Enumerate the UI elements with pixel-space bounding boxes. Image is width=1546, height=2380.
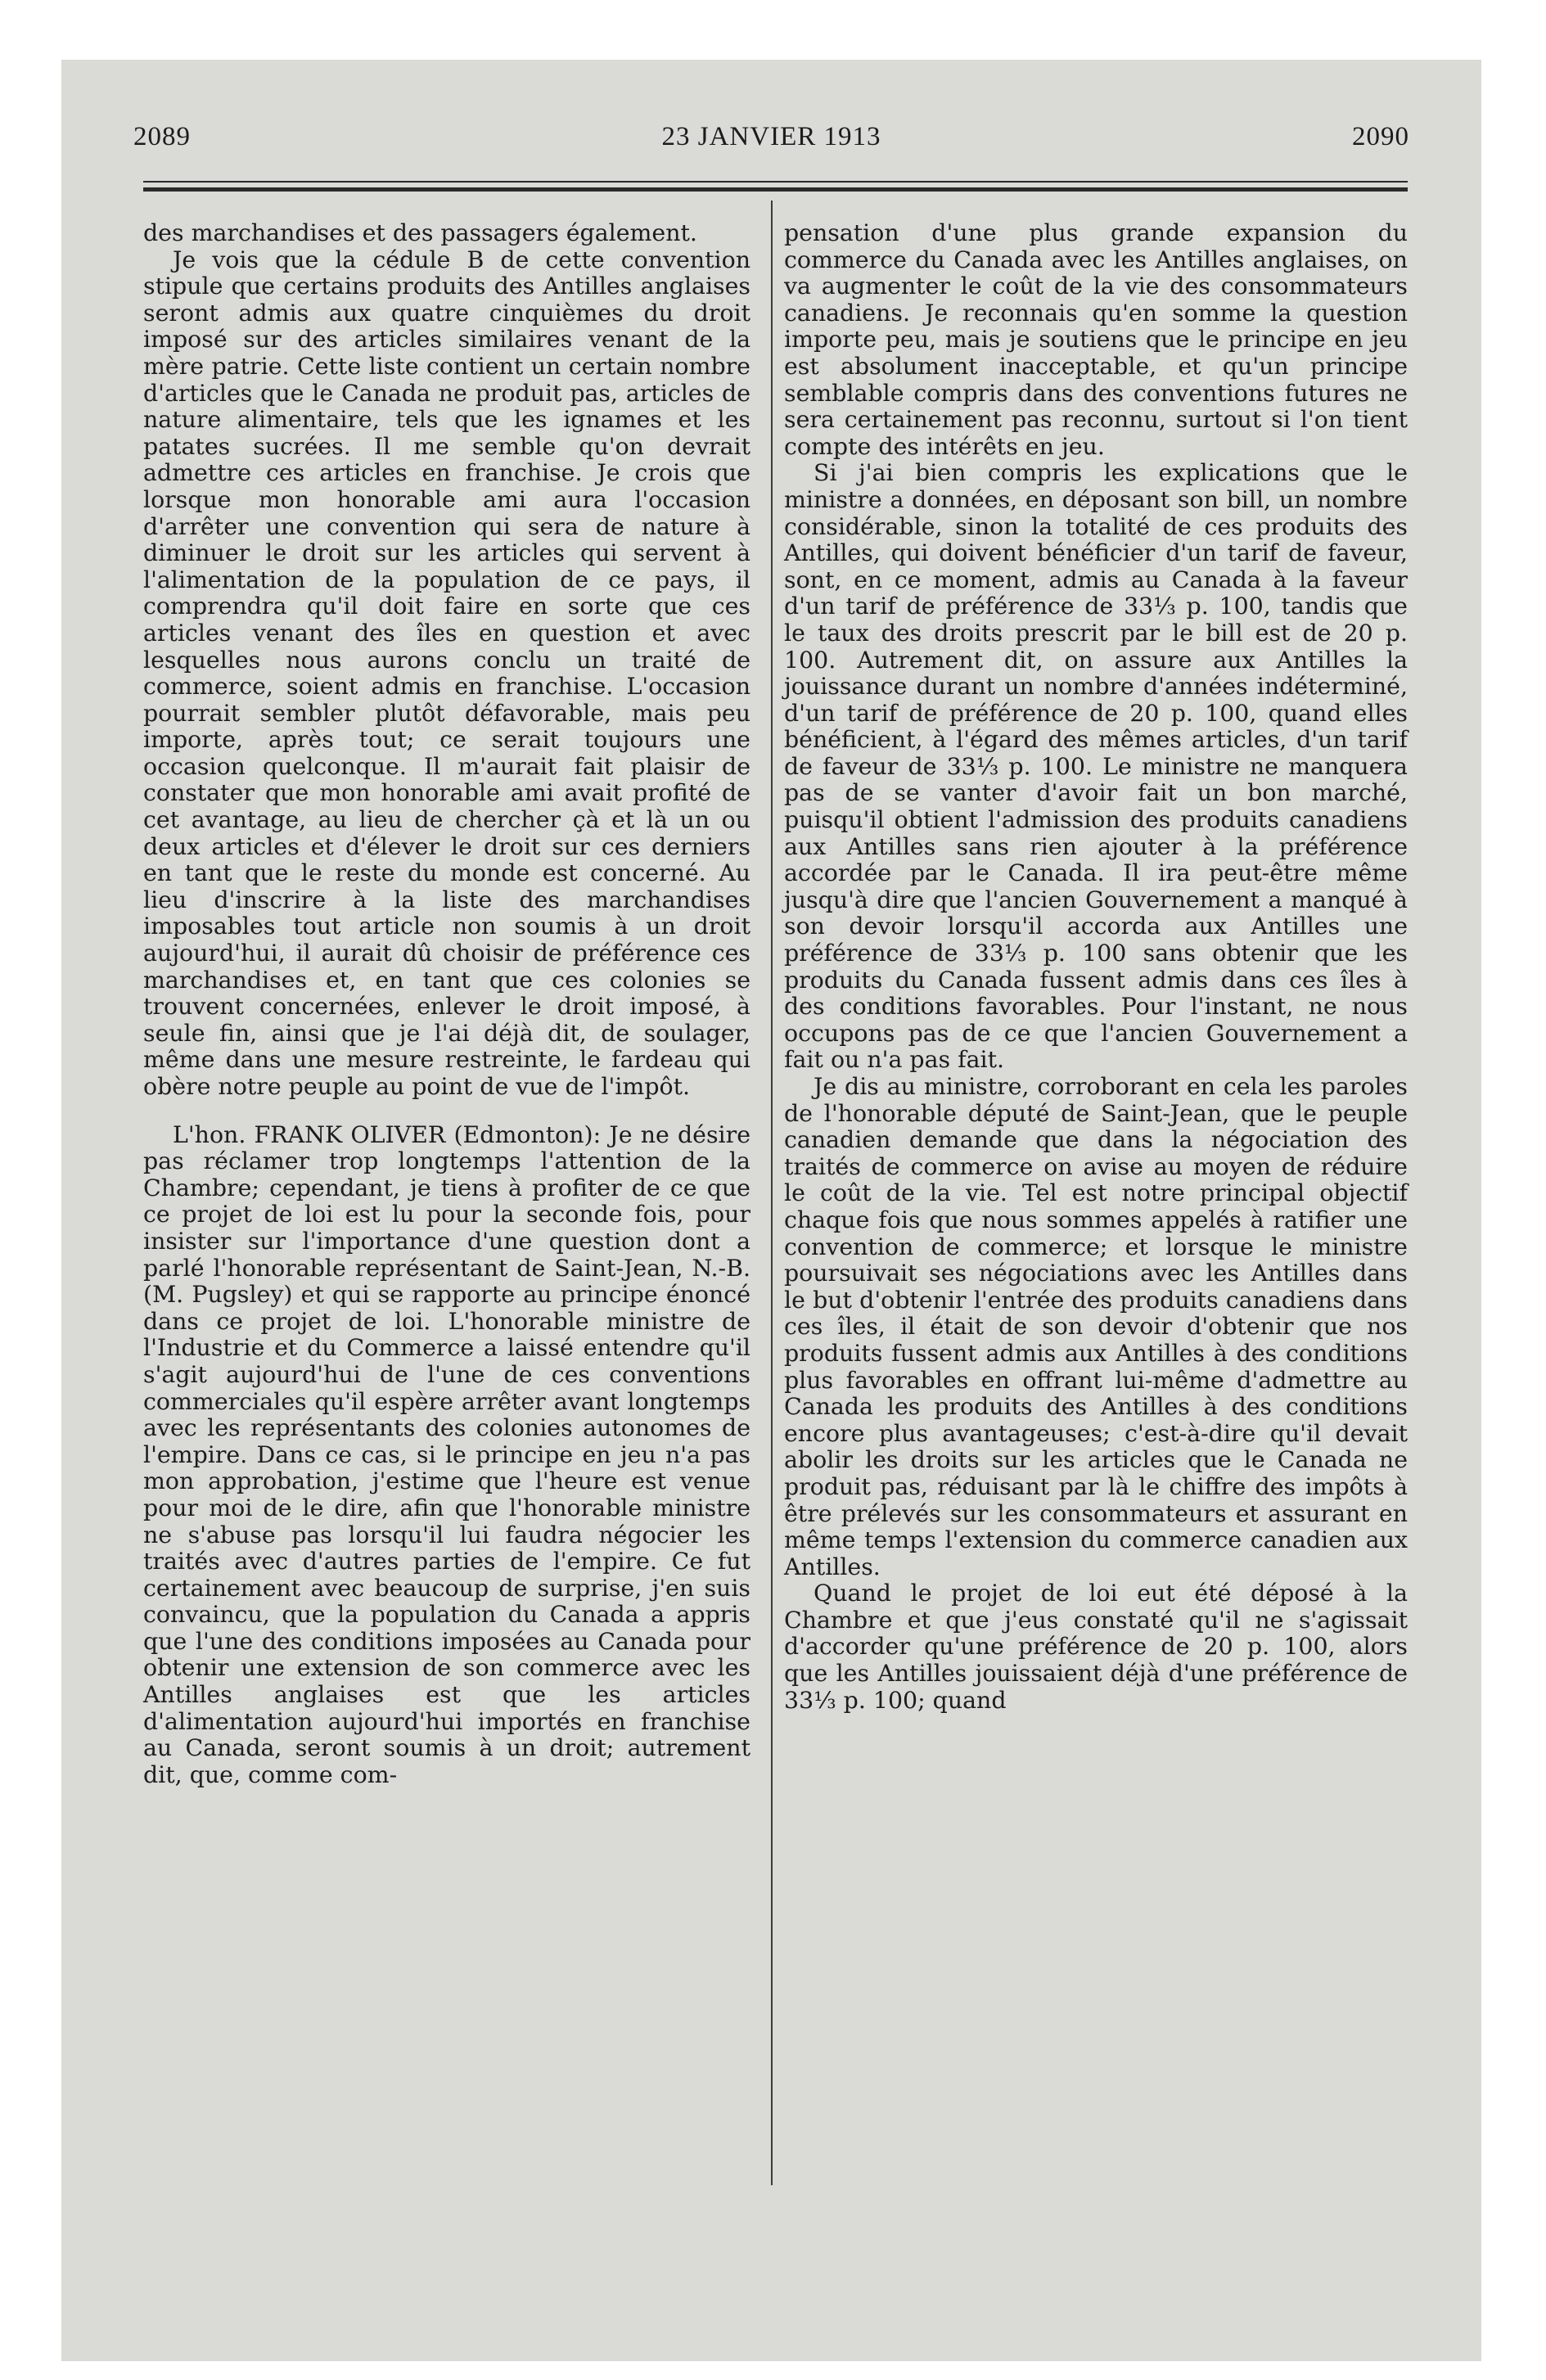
left-column xyxy=(143,220,750,1788)
page-content xyxy=(61,60,1481,2361)
left-paragraph-3: L'hon. FRANK OLIVER (Edmonton): Je ne désire pas réclamer trop longtemps l'attention de la Chambre; cependant, je tiens à profiter de ce que ce projet de loi est lu pour la seconde fois, pour insister sur l'importance d'une question dont a parlé l'honorable représentant de Saint-Jean, N.-B. (M. Pugsley) et qui se rapporte au principe énoncé dans ce projet de loi. L'honorable ministre de l'Industrie et du Commerce a laissé entendre qu'il s'agit aujourd'hui de l'une de ces conventions commerciales qu'il espère arrêter avant longtemps avec les représentants des colonies autonomes de l'empire. Dans ce cas, si le principe en jeu n'a pas mon approbation, j'estime que l'heure est venue pour moi de le dire, afin que l'honorable ministre ne s'abuse pas lorsqu'il lui faudra négocier les traités avec d'autres parties de l'empire. Ce fut certainement avec beaucoup de surprise, j'en suis convaincu, que la population du Canada a appris que l'une des conditions imposées au Canada pour obtenir une extension de son commerce avec les Antilles anglaises est que les articles d'alimentation aujourd'hui importés en franchise au Canada, seront soumis à un droit; autrement dit, que, comme com- xyxy=(143,1120,750,1788)
left-page-number: 2089 xyxy=(133,122,191,151)
page-date-header: 23 JANVIER 1913 xyxy=(661,122,881,151)
right-paragraph-4: Quand le projet de loi eut été déposé à la Chambre et que j'eus constaté qu'il ne s'agissait d'accorder qu'une préférence de 20 p. 100, alors que les Antilles jouissaient déjà d'une préférence de 33⅓ p. 100; quand xyxy=(784,1580,1408,1714)
right-paragraph-2: Si j'ai bien compris les explications que le ministre a données, en déposant son bill, un nombre considérable, sinon la totalité de ces produits des Antilles, qui doivent bénéficier d'un tarif de faveur, sont, en ce moment, admis au Canada à la faveur d'un tarif de préférence de 33⅓ p. 100, tandis que le taux des droits prescrit par le bill est de 20 p. 100. Autrement dit, on assure aux Antilles la jouissance durant un nombre d'années indéterminé, d'un tarif de préférence de 20 p. 100, quand elles bénéficient, à l'égard des mêmes articles, d'un tarif de faveur de 33⅓ p. 100. Le ministre ne manquera pas de se vanter d'avoir fait un bon marché, puisqu'il obtient l'admission des produits canadiens aux Antilles sans rien ajouter à la préférence accordée par le Canada. Il ira peut-être même jusqu'à dire que l'ancien Gouvernement a manqué à son devoir lorsqu'il accorda aux Antilles une préférence de 33⅓ p. 100 sans obtenir que les produits du Canada fussent admis dans ces îles à des conditions favorables. Pour l'instant, ne nous occupons pas de ce que l'ancien Gouvernement a fait ou n'a pas fait. xyxy=(784,459,1408,1074)
right-page-number: 2090 xyxy=(1352,122,1409,151)
right-column xyxy=(784,220,1408,1714)
right-paragraph-3: Je dis au ministre, corroborant en cela les paroles de l'honorable député de Saint-Jean, que le peuple canadien demande que dans la négociation des traités de commerce on avise au moyen de réduire le coût de la vie. Tel est notre principal objectif chaque fois que nous sommes appelés à ratifier une convention de commerce; et lorsque le ministre poursuivait ses négociations avec les Antilles dans le but d'obtenir l'entrée des produits canadiens dans ces îles, il était de son devoir d'obtenir que nos produits fussent admis aux Antilles à des conditions plus favorables en offrant lui-même d'admettre au Canada les produits des Antilles à des conditions encore plus avantageuses; c'est-à-dire qu'il devait abolir les droits sur les articles que le Canada ne produit pas, réduisant par là le chiffre des impôts à être prélevés sur les consommateurs et assurant en même temps l'extension du commerce canadien aux Antilles. xyxy=(784,1073,1408,1580)
header-rule-thick xyxy=(143,187,1408,192)
scanned-page xyxy=(61,60,1481,2361)
left-paragraph-2: Je vois que la cédule B de cette convention stipule que certains produits des Antilles anglaises seront admis aux quatre cinquièmes du droit imposé sur des articles similaires venant de la mère patrie. Cette liste contient un certain nombre d'articles que le Canada ne produit pas, articles de nature alimentaire, tels que les ignames et les patates sucrées. Il me semble qu'on devrait admettre ces articles en franchise. Je crois que lorsque mon honorable ami aura l'occasion d'arrêter une convention qui sera de nature à diminuer le droit sur les articles qui servent à l'alimentation de la population de ce pays, il comprendra qu'il doit faire en sorte que ces articles venant des îles en question et avec lesquelles nous aurons conclu un traité de commerce, soient admis en franchise. L'occasion pourrait sembler plutôt défavorable, mais peu importe, après tout; ce serait toujours une occasion quelconque. Il m'aurait fait plaisir de constater que mon honorable ami avait profité de cet avantage, au lieu de chercher çà et là un ou deux articles et d'élever le droit sur ces derniers en tant que le reste du monde est concerné. Au lieu d'inscrire à la liste des marchandises imposables tout article non soumis à un droit aujourd'hui, il aurait dû choisir de préférence ces marchandises et, en tant que ces colonies se trouvent concernées, enlever le droit imposé, à seule fin, ainsi que je l'ai déjà dit, de soulager, même dans une mesure restreinte, le fardeau qui obère notre peuple au point de vue de l'impôt. xyxy=(143,246,750,1100)
left-paragraph-1: des marchandises et des passagers également. xyxy=(143,219,697,246)
header-rule-thin xyxy=(143,181,1408,183)
column-divider xyxy=(771,201,773,2185)
right-paragraph-1: pensation d'une plus grande expansion du commerce du Canada avec les Antilles anglaises, on va augmenter le coût de la vie des consommateurs canadiens. Je reconnais qu'en somme la question importe peu, mais je soutiens que le principe en jeu est absolument inacceptable, et qu'un principe semblable compris dans des conventions futures ne sera certainement pas reconnu, surtout si l'on tient compte des intérêts en jeu. xyxy=(784,219,1408,460)
